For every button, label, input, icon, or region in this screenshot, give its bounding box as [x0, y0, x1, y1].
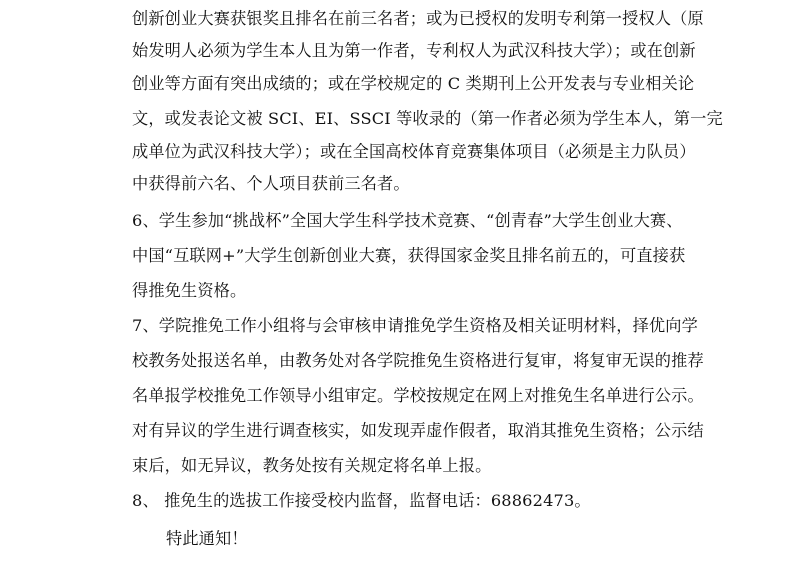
item-7-line: 名单报学校推免工作领导小组审定。学校按规定在网上对推免生名单进行公示。: [132, 386, 704, 405]
item-8-line: 8、 推免生的选拔工作接受校内监督，监督电话：68862473。: [132, 491, 591, 510]
paragraph-line: 创新创业大赛获银奖且排名在前三名者；或为已授权的发明专利第一授权人（原: [132, 9, 704, 28]
paragraph-line: 始发明人必须为学生本人且为第一作者，专利权人为武汉科技大学）；或在创新: [132, 41, 696, 60]
paragraph-line: 成单位为武汉科技大学）；或在全国高校体育竞赛集体项目（必须是主力队员）: [132, 142, 696, 161]
item-6-line: 6、学生参加“挑战杯”全国大学生科学技术竞赛、“创青春”大学生创业大赛、: [132, 211, 683, 230]
item-7-line: 对有异议的学生进行调查核实，如发现弄虚作假者，取消其推免生资格；公示结: [132, 421, 704, 440]
item-7-line: 7、学院推免工作小组将与会审核申请推免学生资格及相关证明材料，择优向学: [132, 316, 698, 335]
paragraph-line: 文，或发表论文被 SCI、EI、SSCI 等收录的（第一作者必须为学生本人，第一完: [132, 109, 723, 128]
item-6-line: 得推免生资格。: [132, 281, 247, 300]
item-7-line: 束后，如无异议，教务处按有关规定将名单上报。: [132, 456, 492, 475]
paragraph-line: 中获得前六名、个人项目获前三名者。: [132, 174, 410, 193]
item-7-line: 校教务处报送名单，由教务处对各学院推免生资格进行复审，将复审无误的推荐: [132, 351, 704, 370]
item-6-line: 中国“互联网+”大学生创新创业大赛，获得国家金奖且排名前五的，可直接获: [132, 246, 686, 265]
paragraph-line: 创业等方面有突出成绩的；或在学校规定的 C 类期刊上公开发表与专业相关论: [132, 74, 695, 93]
closing-text: 特此通知！: [166, 529, 248, 548]
